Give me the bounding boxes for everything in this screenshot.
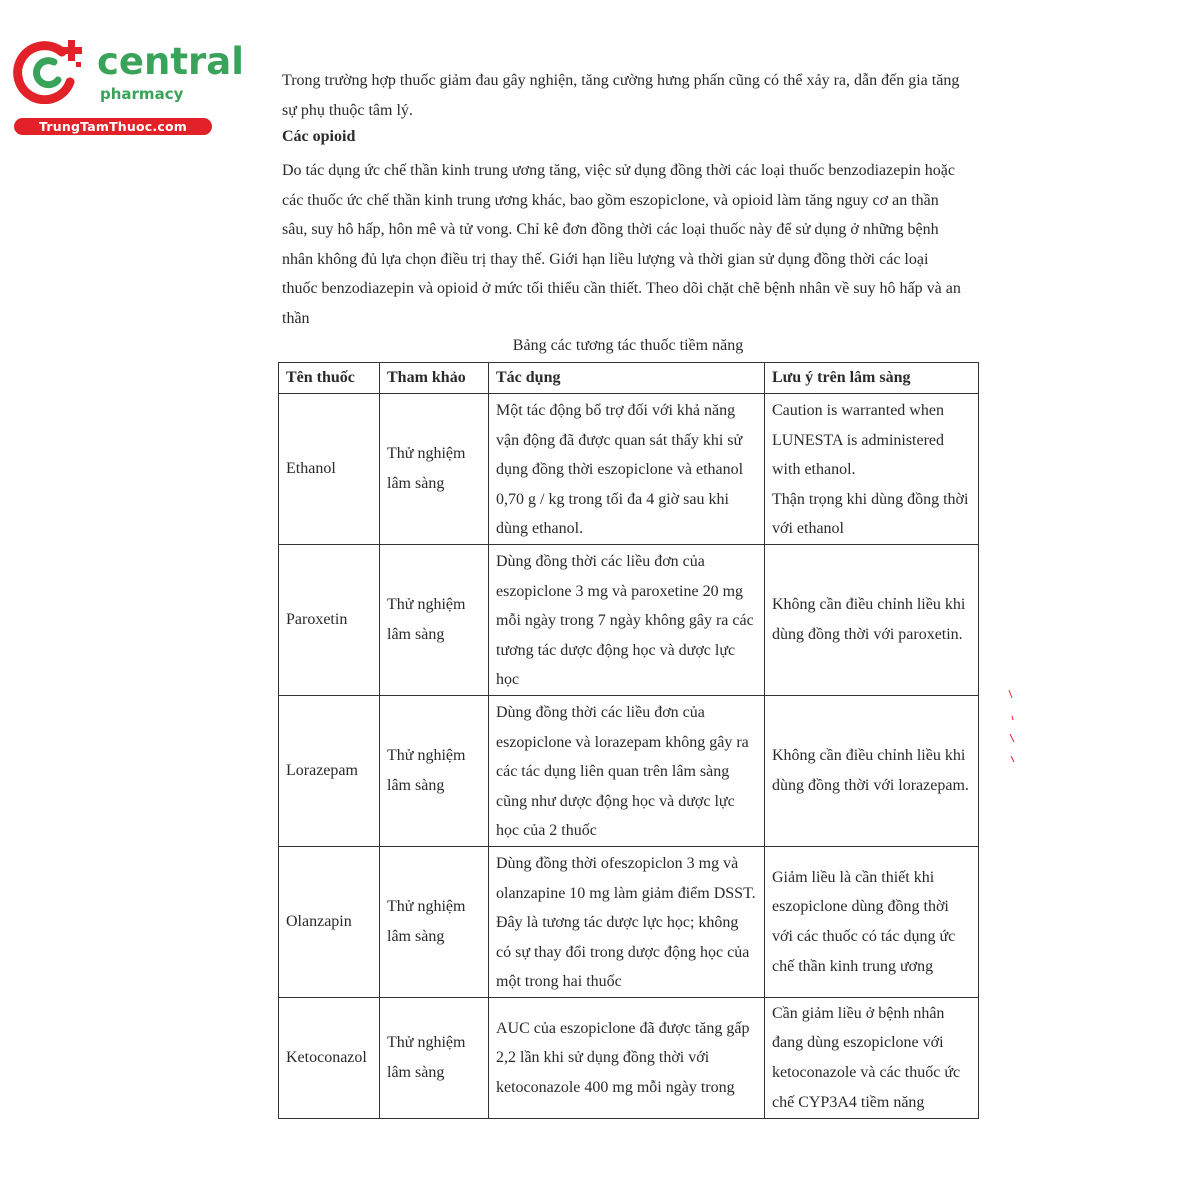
cell-reference: Thử nghiệm lâm sàng bbox=[380, 998, 489, 1119]
header-drug-name: Tên thuốc bbox=[279, 363, 380, 394]
cell-note: Không cần điều chỉnh liều khi dùng đồng thời với lorazepam. bbox=[765, 696, 979, 847]
table-row bbox=[279, 847, 979, 998]
central-pharmacy-logo bbox=[10, 36, 244, 136]
table-row bbox=[279, 696, 979, 847]
pharmacy-cross-logo-icon bbox=[10, 38, 90, 104]
cell-note: Caution is warranted when LUNESTA is administered with ethanol. Thận trọng khi dùng đồng thời với ethanol bbox=[765, 394, 979, 545]
brand-website-badge: TrungTamThuoc.com bbox=[14, 118, 212, 135]
drug-interaction-table bbox=[278, 362, 979, 1119]
opioid-paragraph: Do tác dụng ức chế thần kinh trung ương tăng, việc sử dụng đồng thời các loại thuốc benzodiazepin hoặc các thuốc ức chế thần kinh trung ương khác, bao gồm eszopiclone, và opioid làm tăng nguy cơ an thần sâu, suy hô hấp, hôn mê và tử vong. Chỉ kê đơn đồng thời các loại thuốc này để sử dụng ở những bệnh nhân không đủ lựa chọn điều trị thay thế. Giới hạn liều lượng và thời gian sử dụng đồng thời các loại thuốc benzodiazepin và opioid ở mức tối thiểu cần thiết. Theo dõi chặt chẽ bệnh nhân về suy hô hấp và an thần bbox=[282, 162, 961, 327]
cell-drug: Ketoconazol bbox=[279, 998, 380, 1119]
cell-reference: Thử nghiệm lâm sàng bbox=[380, 545, 489, 696]
cell-effect: AUC của eszopiclone đã được tăng gấp 2,2 lần khi sử dụng đồng thời với ketoconazole 400 mg mỗi ngày trong bbox=[489, 998, 765, 1119]
table-row bbox=[279, 998, 979, 1119]
header-effect: Tác dụng bbox=[489, 363, 765, 394]
table-row bbox=[279, 394, 979, 545]
brand-name: central bbox=[97, 40, 244, 83]
cell-effect: Một tác động bổ trợ đối với khả năng vận động đã được quan sát thấy khi sử dụng đồng thời eszopiclone và ethanol 0,70 g / kg trong tối đa 4 giờ sau khi dùng ethanol. bbox=[489, 394, 765, 545]
cell-drug: Olanzapin bbox=[279, 847, 380, 998]
cell-drug: Ethanol bbox=[279, 394, 380, 545]
cell-reference: Thử nghiệm lâm sàng bbox=[380, 394, 489, 545]
scan-marks-decoration bbox=[1006, 688, 1020, 768]
table-caption: Bảng các tương tác thuốc tiềm năng bbox=[512, 337, 744, 354]
header-reference: Tham khảo bbox=[380, 363, 489, 394]
cell-note: Không cần điều chỉnh liều khi dùng đồng thời với paroxetin. bbox=[765, 545, 979, 696]
section-heading: Các opioid bbox=[282, 128, 356, 145]
cell-drug: Lorazepam bbox=[279, 696, 380, 847]
cell-effect: Dùng đồng thời các liều đơn của eszopiclone và lorazepam không gây ra các tác dụng liên quan trên lâm sàng cũng như dược động học và dược lực học của 2 thuốc bbox=[489, 696, 765, 847]
cell-drug: Paroxetin bbox=[279, 545, 380, 696]
brand-subtitle: pharmacy bbox=[100, 85, 184, 103]
cell-effect: Dùng đồng thời các liều đơn của eszopiclone 3 mg và paroxetine 20 mg mỗi ngày trong 7 ngày không gây ra các tương tác dược động học và dược lực học bbox=[489, 545, 765, 696]
cell-effect: Dùng đồng thời ofeszopiclon 3 mg và olanzapine 10 mg làm giảm điểm DSST. Đây là tương tác dược lực học; không có sự thay đổi trong dược động học của một trong hai thuốc bbox=[489, 847, 765, 998]
cell-reference: Thử nghiệm lâm sàng bbox=[380, 847, 489, 998]
cell-note: Giảm liều là cần thiết khi eszopiclone dùng đồng thời với các thuốc có tác dụng ức chế thần kinh trung ương bbox=[765, 847, 979, 998]
intro-paragraph: Trong trường hợp thuốc giảm đau gây nghiện, tăng cường hưng phấn cũng có thể xảy ra, dẫn đến gia tăng sự phụ thuộc tâm lý. bbox=[282, 72, 960, 119]
header-clinical-note: Lưu ý trên lâm sàng bbox=[765, 363, 979, 394]
cell-reference: Thử nghiệm lâm sàng bbox=[380, 696, 489, 847]
table-header-row bbox=[279, 363, 979, 394]
table-row bbox=[279, 545, 979, 696]
cell-note: Cần giảm liều ở bệnh nhân đang dùng eszopiclone với ketoconazole và các thuốc ức chế CYP3A4 tiềm năng bbox=[765, 998, 979, 1119]
